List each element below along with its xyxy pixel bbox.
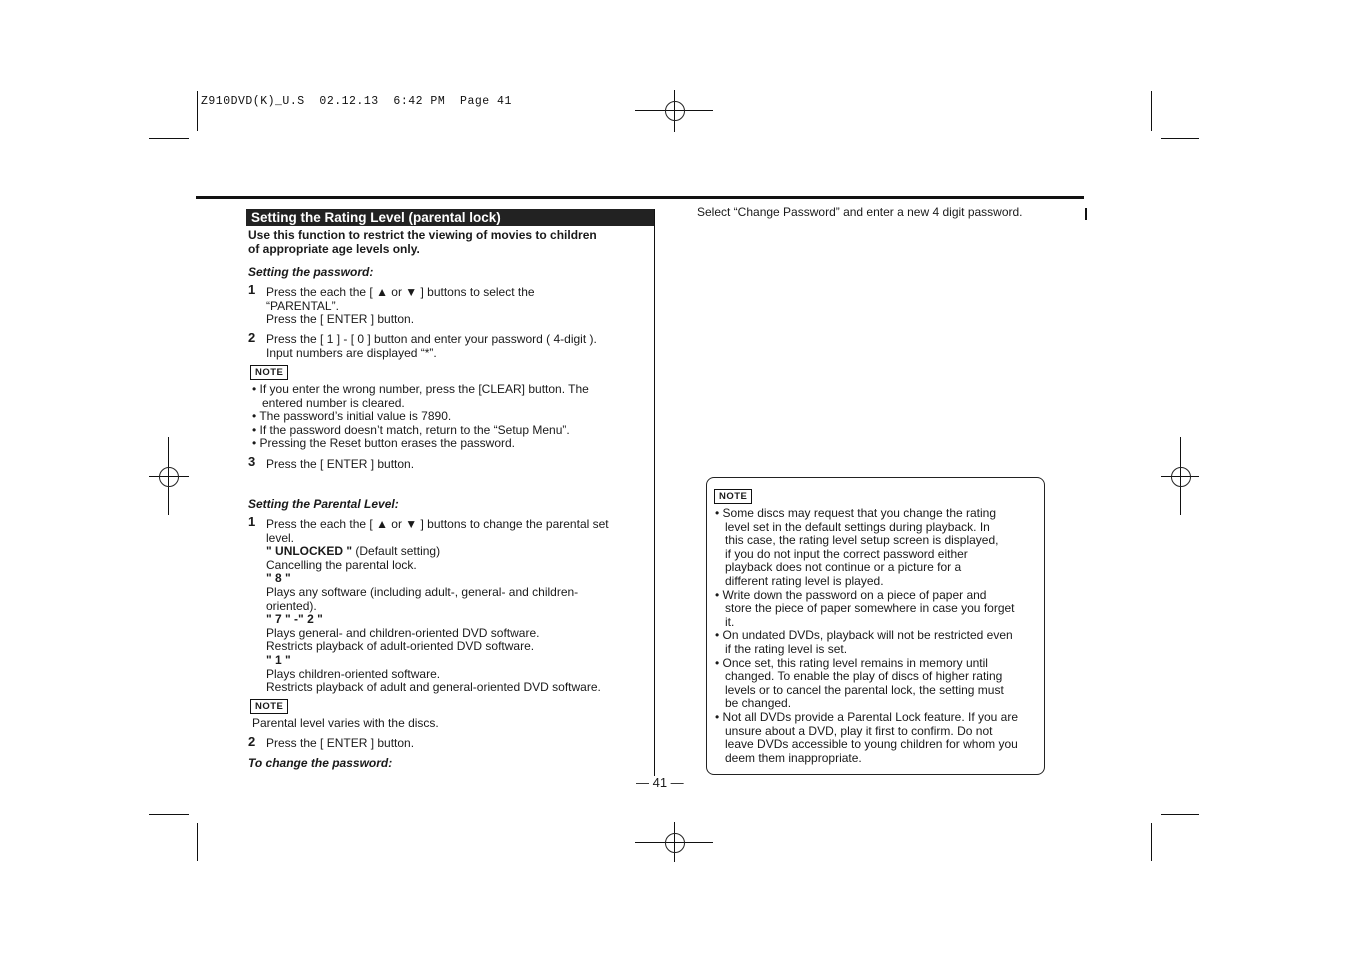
crop-mark — [1161, 138, 1199, 139]
page-number: — 41 — — [636, 775, 684, 790]
change-password-text: Select “Change Password” and enter a new 4 digit password. — [697, 205, 1023, 219]
section-title: Setting the Rating Level (parental lock) — [246, 209, 654, 226]
step-number: 2 — [248, 330, 256, 345]
step-number: 1 — [248, 282, 256, 297]
password-step-3: Press the [ ENTER ] button. — [266, 457, 415, 471]
note-box-text: • Some discs may request that you change the rating level set in the default settings during playback. In this case, the rating level setup screen is displayed, if you do not input the correct password either playback does not continue or a picture for a different rating level is played. • Write down the password on a piece of paper and store the piece of paper somewhere in case you forget it. • On undated DVDs, playback will not be restricted even if the rating level is set. • Once set, this rating level remains in memory until changed. To enable the play of discs of higher rating levels or to cancel the parental lock, the setting must be changed. • Not all DVDs provide a Parental Lock feature. If you are unsure about a DVD, play it first to confirm. Do not leave DVDs accessible to young children for whom you deem them inappropriate. — [715, 506, 1019, 765]
step-number: 1 — [248, 514, 256, 529]
header-rule — [196, 196, 1084, 199]
password-step-2: Press the [ 1 ] - [ 0 ] button and enter your password ( 4-digit ). Input numbers are displayed “*”. — [266, 332, 597, 360]
note-badge: NOTE — [714, 489, 752, 504]
note-badge: NOTE — [250, 699, 288, 714]
parental-note: Parental level varies with the discs. — [252, 716, 439, 730]
parental-level-heading: Setting the Parental Level: — [248, 497, 399, 511]
step-number: 3 — [248, 454, 256, 469]
step-number: 2 — [248, 734, 256, 749]
print-slug: Z910DVD(K)_U.S 02.12.13 6:42 PM Page 41 — [201, 95, 512, 108]
note-badge: NOTE — [250, 365, 288, 380]
section-intro: Use this function to restrict the viewing of movies to children of appropriate age levels only. — [248, 228, 597, 256]
crop-mark — [1151, 823, 1152, 861]
crop-mark — [1161, 814, 1199, 815]
change-bar — [1085, 208, 1087, 220]
crop-mark — [149, 814, 189, 815]
crop-mark — [1151, 91, 1152, 131]
password-step-1: Press the each the [ ▲ or ▼ ] buttons to select the “PARENTAL”. Press the [ ENTER ] button. — [266, 285, 535, 327]
parental-step-1: Press the each the [ ▲ or ▼ ] buttons to change the parental set level. " UNLOCKED " (Default setting) Cancelling the parental lock. " 8 " Plays any software (including adult-, general- and children- oriented). " 7 " -" 2 " Plays general- and children-oriented DVD software. Restricts playback of adult-oriented DVD software. " 1 " Plays children-oriented software. Restricts playback of adult and general-oriented DVD software. — [266, 518, 609, 695]
crop-mark — [197, 823, 198, 861]
crop-mark — [197, 91, 198, 131]
parental-step-2: Press the [ ENTER ] button. — [266, 736, 415, 750]
change-password-heading: To change the password: — [248, 756, 393, 770]
crop-mark — [149, 138, 189, 139]
setting-password-heading: Setting the password: — [248, 265, 374, 279]
column-divider — [654, 209, 655, 776]
password-notes: • If you enter the wrong number, press the [CLEAR] button. The entered number is cleared. • The password’s initial value is 7890. • If the password doesn’t match, return to the “Setup Menu”. • Pressing the Reset button erases the password. — [252, 382, 589, 451]
